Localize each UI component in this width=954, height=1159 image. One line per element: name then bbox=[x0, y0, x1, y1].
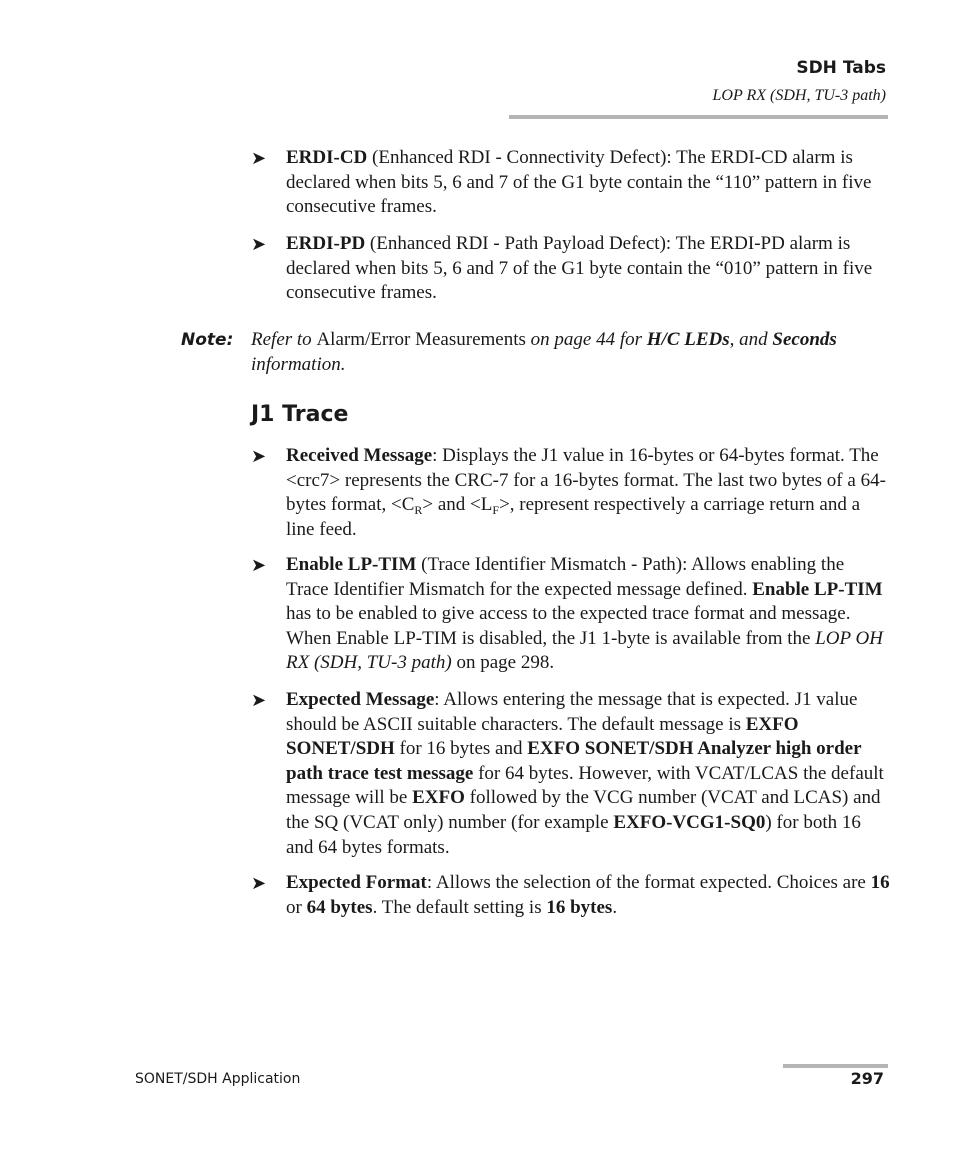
bullet-erdi-cd bbox=[251, 146, 891, 220]
note-block bbox=[181, 328, 891, 377]
bullet-expected-message bbox=[251, 688, 891, 860]
bullet-text: : Displays the J1 value in 16-bytes or 64-bytes format. The <crc7> represents the CRC-7 for a 16-bytes format. The last two bytes of a 64-bytes format, <C bbox=[286, 445, 886, 516]
note-link[interactable]: Alarm/Error Measurements bbox=[316, 329, 526, 350]
bullet-arrow-icon: ➤ bbox=[251, 234, 267, 255]
bullet-text: (Enhanced RDI - Path Payload Defect): The ERDI-PD alarm is declared when bits 5, 6 and 7 of the G1 byte contain the “010” pattern in five consecutive frames. bbox=[286, 233, 873, 304]
note-text: information. bbox=[251, 353, 346, 375]
cross-reference-link[interactable]: LOP OH RX (SDH, TU-3 path) bbox=[286, 627, 883, 674]
bullet-text: . bbox=[612, 896, 618, 918]
bullet-arrow-icon: ➤ bbox=[251, 873, 267, 894]
bullet-enable-lp-tim bbox=[251, 553, 891, 676]
subscript: R bbox=[414, 503, 423, 518]
note-text: on page 44 for bbox=[525, 329, 647, 350]
bullet-text: . The default setting is bbox=[372, 896, 547, 918]
running-header-title: SDH Tabs bbox=[796, 58, 886, 78]
bullet-bold: EXFO SONET/SDH Analyzer high order path trace test message bbox=[286, 738, 862, 784]
note-text: , and bbox=[729, 329, 773, 350]
bullet-term: Expected Format bbox=[286, 872, 427, 893]
bullet-bold: 16 bytes bbox=[546, 896, 613, 918]
bullet-text: on page 298. bbox=[451, 652, 555, 674]
footer-document-title: SONET/SDH Application bbox=[135, 1071, 301, 1087]
bullet-bold: EXFO SONET/SDH bbox=[286, 713, 799, 760]
bullet-text: (Enhanced RDI - Connectivity Defect): The ERDI-CD alarm is declared when bits 5, 6 and 7 of the G1 byte contain the “110” pattern in five consecutive frames. bbox=[286, 147, 872, 218]
bullet-bold: Enable LP-TIM bbox=[752, 578, 883, 600]
bullet-received-message bbox=[251, 444, 891, 542]
bullet-text: has to be enabled to give access to the expected trace format and message. When Enable LP-TIM is disabled, the J1 1-byte is available from the bbox=[286, 603, 851, 649]
header-rule bbox=[509, 115, 888, 119]
bullet-bold: 64 bytes bbox=[306, 896, 373, 918]
bullet-text: or bbox=[286, 896, 307, 918]
bullet-bold: EXFO-VCG1-SQ0 bbox=[613, 811, 766, 833]
bullet-term: ERDI-CD bbox=[286, 147, 368, 168]
bullet-term: Expected Message bbox=[286, 689, 435, 710]
bullet-arrow-icon: ➤ bbox=[251, 555, 267, 576]
bullet-text: : Allows the selection of the format expected. Choices are bbox=[426, 872, 871, 893]
footer-rule bbox=[783, 1064, 888, 1068]
bullet-bold: EXFO bbox=[412, 787, 465, 809]
bullet-text: : Allows entering the message that is expected. J1 value should be ASCII suitable characters. The default message is bbox=[286, 689, 858, 735]
bullet-term: Enable LP-TIM bbox=[286, 554, 417, 575]
section-heading: J1 Trace bbox=[251, 402, 349, 427]
note-bold: H/C LEDs bbox=[646, 329, 730, 350]
note-bold: Seconds bbox=[772, 329, 837, 350]
bullet-text: for 16 bytes and bbox=[394, 738, 528, 760]
note-label: Note: bbox=[181, 330, 234, 350]
subscript: F bbox=[492, 503, 500, 518]
bullet-text: > and <L bbox=[422, 494, 493, 516]
running-header-subtitle: LOP RX (SDH, TU-3 path) bbox=[712, 87, 886, 104]
bullet-arrow-icon: ➤ bbox=[251, 148, 267, 169]
bullet-text: ) for both 16 and 64 bytes formats. bbox=[286, 811, 861, 858]
bullet-arrow-icon: ➤ bbox=[251, 446, 267, 467]
bullet-bold: 16 bbox=[870, 872, 890, 893]
bullet-text: for 64 bytes. However, with VCAT/LCAS the default message will be bbox=[286, 762, 884, 809]
note-text: Refer to bbox=[251, 329, 317, 350]
page-number: 297 bbox=[850, 1069, 884, 1088]
bullet-expected-format bbox=[251, 871, 891, 920]
bullet-term: Received Message bbox=[286, 445, 433, 466]
bullet-text: >, represent respectively a carriage return and a line feed. bbox=[286, 494, 861, 540]
bullet-text: (Trace Identifier Mismatch - Path): Allows enabling the Trace Identifier Mismatch for the expected message defined. bbox=[286, 554, 845, 600]
bullet-erdi-pd bbox=[251, 232, 891, 306]
bullet-term: ERDI-PD bbox=[286, 233, 366, 254]
bullet-text: followed by the VCG number (VCAT and LCAS) and the SQ (VCAT only) number (for example bbox=[286, 787, 881, 833]
bullet-arrow-icon: ➤ bbox=[251, 690, 267, 711]
